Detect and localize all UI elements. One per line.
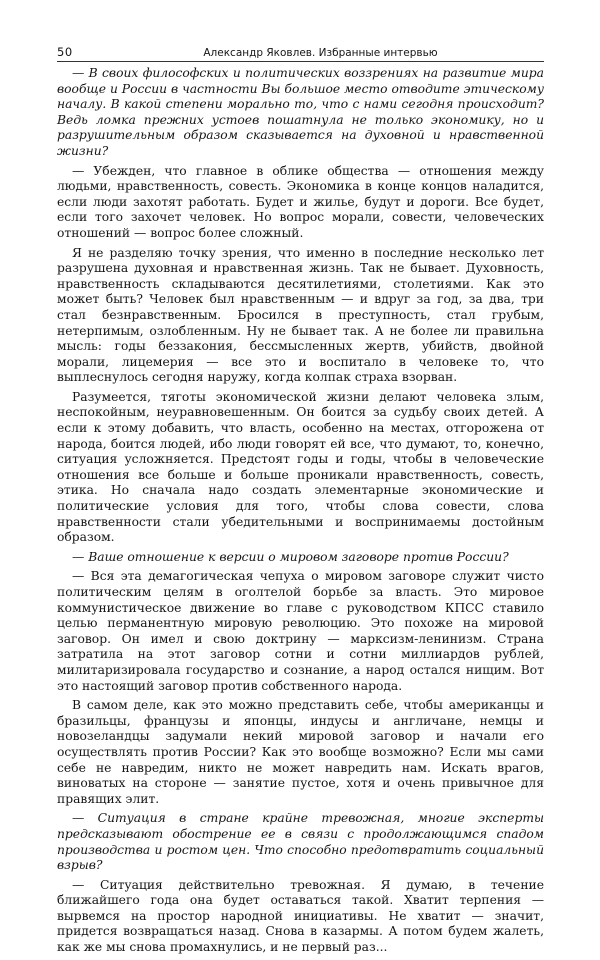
body-paragraph: Разумеется, тяготы экономической жизни делают человека злым, неспокойным, неуравновешенным. Он боится за судьбу своих детей. А если к этому добавить, что власть, особенно на местах, отгорожена от народа, боится людей, ибо люди говорят ей все, что думают, то, конечно, ситуация усложняется. Предстоят годы и годы, чтобы в человеческие отношения все больше и больше проникали нравственность, совесть, этика. Но сначала надо создать элементарные экономические и политические условия для того, чтобы слова совести, слова нравственности стали убедительными и воспринимаемы достойным образом. (57, 389, 544, 545)
answer-paragraph: — Вся эта демагогическая чепуха о мировом заговоре служит чисто политическим целям в оголтелой борьбе за власть. Это мировое коммунистическое движение во главе с руководством КПСС ставило целью перманентную мировую революцию. Это похоже на мировой заговор. Он имел и свою доктрину — марксизм-ленинизм. Страна затратила на этот заговор сотни и сотни миллиардов рублей, милитаризировала государство и сознание, а народ остался нищим. Вот это настоящий заговор против собственного народа. (57, 569, 544, 693)
question-paragraph: — Ситуация в стране крайне тревожная, многие эксперты предсказывают обострение ее в связи с продолжающимся спадом производства и ростом цен. Что способно предотвратить социальный взрыв? (57, 811, 544, 873)
question-paragraph: — В своих философских и политических воззрениях на развитие мира вообще и России в частности Вы большое место отводите этическому началу. В какой степени морально то, что с нами сегодня происходит? Ведь ломка прежних устоев пошатнула не только экономику, но и разрушительным образом сказывается на духовной и нравственной жизни? (57, 66, 544, 158)
answer-paragraph: — Убежден, что главное в облике общества — отношения между людьми, нравственность, совесть. Экономика в конце концов наладится, если люди захотят работать. Будет и жилье, будут и дороги. Все будет, если того захочет человек. Но вопрос морали, совести, человеческих отношений — вопрос более сложный. (57, 163, 544, 240)
page-number: 50 (57, 45, 73, 59)
running-header (57, 44, 544, 62)
book-page (57, 44, 544, 960)
body-paragraph: Я не разделяю точку зрения, что именно в последние несколько лет разрушена духовная и нравственная жизнь. Так не бывает. Духовность, нравственность складываются десятилетиями, столетиями. Как это может быть? Человек был нравственным — и вдруг за год, за два, три стал безнравственным. Бросился в преступность, стал грубым, нетерпимым, озлобленным. Ну не бывает так. А не более ли правильна мысль: годы беззакония, бессмысленных жертв, убийств, двойной морали, лицемерия — все это и воспитало в человеке то, что выплеснулось сегодня наружу, когда колпак страха взорван. (57, 245, 544, 385)
running-title: Александр Яковлев. Избранные интервью (203, 47, 438, 59)
page-body (57, 66, 544, 956)
body-paragraph: В самом деле, как это можно представить себе, чтобы американцы и бразильцы, французы и японцы, индусы и англичане, немцы и новозеландцы задумали некий мировой заговор и начали его осуществлять против России? Как это вообще возможно? Если мы сами себе не навредим, никто не может навредить нам. Искать врагов, виноватых на стороне — занятие пустое, хотя и очень привычное для правящих элит. (57, 698, 544, 806)
answer-paragraph: — Ситуация действительно тревожная. Я думаю, в течение ближайшего года она будет оставаться такой. Хватит терпения — вырвемся на простор народной инициативы. Не хватит — значит, придется возвращаться назад. Снова в казармы. А потом будем жалеть, как же мы снова промахнулись, и не первый раз... (57, 877, 544, 955)
question-paragraph: — Ваше отношение к версии о мировом заговоре против России? (72, 549, 509, 564)
